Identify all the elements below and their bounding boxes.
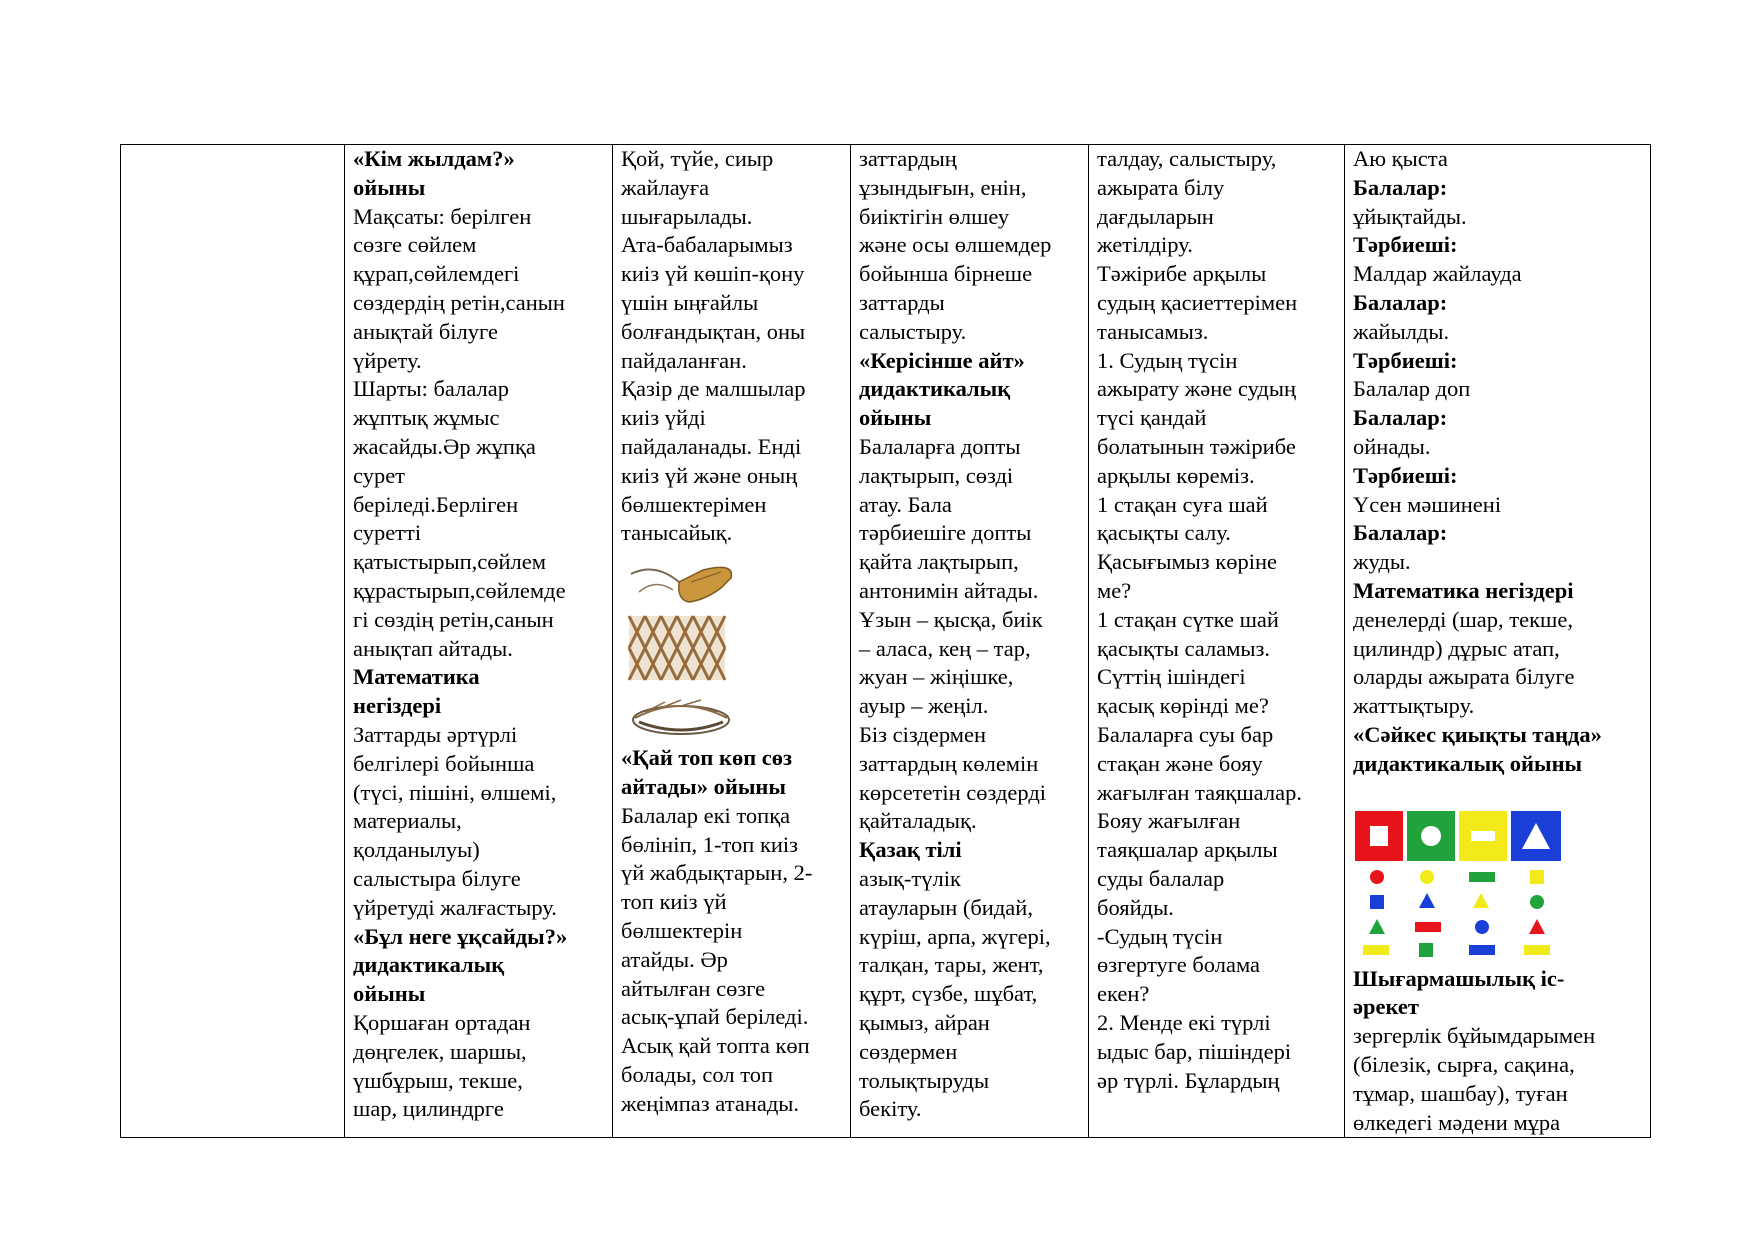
text-line: Балалар: <box>1353 174 1448 200</box>
text-line: сөзге сөйлем <box>353 232 477 258</box>
text-line: 1 стақан сүтке шай <box>1097 606 1279 632</box>
text-line: бойынша бірнеше <box>859 261 1033 287</box>
text-line: Сүттің ішіндегі <box>1097 664 1246 690</box>
text-line: Балалар: <box>1353 405 1448 431</box>
text-line: Балалар: <box>1353 520 1448 546</box>
text-line: ойыны <box>353 174 426 200</box>
text-line: лақтырып, сөзді <box>859 462 1014 488</box>
text-line: үйретуді жалғастыру. <box>353 894 557 920</box>
text-line: Балалар доп <box>1353 376 1471 402</box>
text-line: сөздердің ретін,санын <box>353 289 565 315</box>
text-line: тұмар, шашбау), туған <box>1353 1080 1568 1106</box>
text-line: пайдаланған. <box>621 347 747 373</box>
text-line: судың қасиеттерімен <box>1097 289 1298 315</box>
text-line: суретті <box>353 520 422 546</box>
text-line: «Кім жылдам?» <box>353 146 515 171</box>
text-line: болғандықтан, оны <box>621 318 806 344</box>
text-line: пайдаланады. Енді <box>621 433 802 459</box>
text-line: топ киіз үй <box>621 889 727 915</box>
text-line: 1 стақан суға шай <box>1097 491 1268 517</box>
text-line: құрап,сөйлемдегі <box>353 261 520 287</box>
text-line: толықтыруды <box>859 1067 990 1093</box>
text-line: атау. Бала <box>859 491 952 517</box>
text-line: жайлауға <box>621 174 710 200</box>
text-line: бекіту. <box>859 1096 922 1122</box>
text-line: ұзындығын, енін, <box>859 174 1027 200</box>
text-line: белгілері бойынша <box>353 750 535 776</box>
text-line: ыдыс бар, пішіндері <box>1097 1038 1292 1064</box>
text-line: Малдар жайлауда <box>1353 261 1522 287</box>
text-line: киіз үй көшіп-қону <box>621 261 805 287</box>
text-line: биіктігін өлшеу <box>859 203 1010 229</box>
text-line: негіздері <box>353 693 442 719</box>
text-line: Мақсаты: берілген <box>353 203 532 229</box>
text-line: жайылды. <box>1353 318 1450 344</box>
lesson-plan-table <box>120 144 1651 1138</box>
text-line: ұйықтайды. <box>1353 203 1467 229</box>
text-line: Қой, түйе, сиыр <box>621 146 774 171</box>
text-line: Балалар екі топқа <box>621 802 791 828</box>
text-line: заттарды <box>859 289 945 315</box>
text-line: танысайық. <box>621 520 733 546</box>
text-line: және осы өлшемдер <box>859 232 1052 258</box>
text-line: сурет <box>353 462 406 488</box>
text-line: салыстыра білуге <box>353 865 521 891</box>
text-line: дағдыларын <box>1097 203 1214 229</box>
text-line: «Керісінше айт» <box>859 347 1025 373</box>
text-line: «Қай топ көп сөз <box>621 745 793 771</box>
text-line: ме? <box>1097 577 1132 603</box>
text-line: жасайды.Әр жұпқа <box>353 433 536 459</box>
text-line: салыстыру. <box>859 318 967 344</box>
text-line: үшбұрыш, текше, <box>353 1067 523 1093</box>
text-line: таяқшалар арқылы <box>1097 837 1278 863</box>
text-line: тәрбиешіге допты <box>859 520 1032 546</box>
text-line: сөздермен <box>859 1038 958 1064</box>
text-line: жуды. <box>1353 549 1411 575</box>
text-line: екен? <box>1097 981 1150 1007</box>
text-line: құрт, сүзбе, шұбат, <box>859 981 1038 1007</box>
text-line: Ата-бабаларымыз <box>621 232 793 258</box>
text-line: ажырата білу <box>1097 174 1225 200</box>
text-line: стақан және бояу <box>1097 750 1263 776</box>
text-line: жетілдіру. <box>1097 232 1193 258</box>
text-line: қасықты саламыз. <box>1097 635 1271 661</box>
text-line: түсі қандай <box>1097 405 1207 431</box>
text-line: арқылы көреміз. <box>1097 462 1255 488</box>
text-line: жуан – жіңішке, <box>859 664 1014 690</box>
text-line: Үсен мәшинені <box>1353 491 1502 517</box>
col3-cell <box>613 145 851 1138</box>
text-line: киіз үйді <box>621 405 706 431</box>
text-line: – аласа, кең – тар, <box>859 635 1031 661</box>
text-line: «Сәйкес қиықты таңда» <box>1353 721 1602 747</box>
text-line: Балаларға суы бар <box>1097 721 1274 747</box>
col5-cell <box>1089 145 1345 1138</box>
shapes-matching-figure <box>1353 809 1563 959</box>
text-line: танысамыз. <box>1097 318 1209 344</box>
text-line: үй жабдықтарын, 2- <box>621 860 813 886</box>
text-line: үшін ыңғайлы <box>621 289 759 315</box>
col4-cell <box>851 145 1089 1138</box>
text-line: өлкедегі мәдени мұра <box>1353 1109 1561 1135</box>
text-line: жұптық жұмыс <box>353 405 500 431</box>
text-line: цилиндр) дұрыс атап, <box>1353 635 1560 661</box>
text-line: айтылған сөзге <box>621 975 766 1001</box>
yurt-parts-figure <box>625 552 745 738</box>
text-line: зергерлік бұйымдарымен <box>1353 1023 1596 1049</box>
text-line: Тәжірибе арқылы <box>1097 261 1267 287</box>
text-line: дидактикалық ойыны <box>1353 750 1583 776</box>
text-line: Математика негіздері <box>1353 577 1574 603</box>
text-line: үйрету. <box>353 347 422 373</box>
text-line: заттардың көлемін <box>859 750 1039 776</box>
text-line: заттардың <box>859 146 957 171</box>
text-line: қолданылуы) <box>353 837 480 863</box>
text-line: оларды ажырата білуге <box>1353 664 1575 690</box>
text-line: Заттарды әртүрлі <box>353 721 518 747</box>
yurt-frame-image <box>633 700 729 734</box>
text-line: күріш, арпа, жүгері, <box>859 923 1051 949</box>
text-line: бөлшектерін <box>621 917 743 943</box>
text-line: Тәрбиеші: <box>1353 232 1458 258</box>
text-line: ойнады. <box>1353 433 1431 459</box>
text-line: жағылған таяқшалар. <box>1097 779 1302 805</box>
text-line: киіз үй және оның <box>621 462 798 488</box>
text-line: ойыны <box>353 981 426 1007</box>
text-line: -Судың түсін <box>1097 923 1223 949</box>
text-line: 1. Судың түсін <box>1097 347 1238 373</box>
text-line: материалы, <box>353 808 462 834</box>
text-line: атауларын (бидай, <box>859 894 1033 920</box>
text-line: азық-түлік <box>859 865 961 891</box>
text-line: Аю қыста <box>1353 146 1448 171</box>
col1-cell <box>121 145 345 1138</box>
text-line: болатынын тәжірибе <box>1097 433 1296 459</box>
text-line: қатыстырып,сөйлем <box>353 549 546 575</box>
text-line: Тәрбиеші: <box>1353 462 1458 488</box>
text-line: Бояу жағылған <box>1097 808 1241 834</box>
text-line: көрсететін сөздерді <box>859 779 1047 805</box>
text-line: Қазір де малшылар <box>621 376 806 402</box>
text-line: өзгертуге болама <box>1097 952 1261 978</box>
text-line: дөңгелек, шаршы, <box>353 1038 527 1064</box>
text-line: Балаларға допты <box>859 433 1021 459</box>
text-line: айтады» ойыны <box>621 773 786 799</box>
text-line: «Бұл неге ұқсайды?» <box>353 923 568 949</box>
text-line: болады, сол топ <box>621 1061 774 1087</box>
text-line: 2. Менде екі түрлі <box>1097 1009 1271 1035</box>
text-line: денелерді (шар, текше, <box>1353 606 1573 632</box>
text-line: қасық көрінді ме? <box>1097 693 1269 719</box>
text-line: ажырату және судың <box>1097 376 1297 402</box>
col2-cell <box>345 145 613 1138</box>
text-line: бөлініп, 1-топ киіз <box>621 831 799 857</box>
text-line: Тәрбиеші: <box>1353 347 1458 373</box>
text-line: анықтай білуге <box>353 318 498 344</box>
text-line: Шығармашылық іс- <box>1353 965 1565 991</box>
text-line: Қазақ тілі <box>859 837 962 863</box>
text-line: Математика <box>353 664 480 690</box>
text-line: бояйды. <box>1097 894 1174 920</box>
text-line: Шарты: балалар <box>353 376 509 402</box>
text-line: асық-ұпай беріледі. <box>621 1004 809 1030</box>
text-line: Қасығымыз көріне <box>1097 549 1278 575</box>
text-line: дидактикалық <box>859 376 1011 402</box>
text-line: қайта лақтырып, <box>859 549 1019 575</box>
text-line: бөлшектерімен <box>621 491 767 517</box>
text-line: антонимін айтады. <box>859 577 1039 603</box>
text-line: әр түрлі. Бұлардың <box>1097 1067 1280 1093</box>
text-line: атайды. Әр <box>621 946 728 972</box>
text-line: дидактикалық <box>353 952 505 978</box>
text-line: суды балалар <box>1097 865 1225 891</box>
col6-cell <box>1345 145 1651 1138</box>
text-line: жаттықтыру. <box>1353 693 1475 719</box>
kerege-lattice-image <box>629 616 725 680</box>
text-line: жеңімпаз атанады. <box>621 1090 800 1116</box>
text-line: Ұзын – қысқа, биік <box>859 606 1043 632</box>
text-line: қайталадық. <box>859 808 977 834</box>
text-line: (түсі, пішіні, өлшемі, <box>353 779 557 805</box>
text-line: әрекет <box>1353 994 1419 1020</box>
text-line: Қоршаған ортадан <box>353 1009 531 1035</box>
text-line: ойыны <box>859 405 932 431</box>
text-line: Біз сіздермен <box>859 721 987 747</box>
text-line: қасықты салу. <box>1097 520 1231 546</box>
text-line: беріледі.Берлiген <box>353 491 519 517</box>
text-line: (білезік, сырға, сақина, <box>1353 1051 1575 1077</box>
text-line: қымыз, айран <box>859 1009 990 1035</box>
text-line: шар, цилиндрге <box>353 1096 504 1122</box>
text-line: құрастырып,сөйлемде <box>353 577 566 603</box>
text-line: Балалар: <box>1353 289 1448 315</box>
shanyrak-crown-image <box>631 567 731 602</box>
text-line: талқан, тары, жент, <box>859 952 1044 978</box>
text-line: ауыр – жеңіл. <box>859 693 989 719</box>
text-line: талдау, салыстыру, <box>1097 146 1277 171</box>
text-line: Асық қай топта көп <box>621 1033 810 1059</box>
text-line: анықтап айтады. <box>353 635 513 661</box>
text-line: гі сөздің ретін,санын <box>353 606 554 632</box>
text-line: шығарылады. <box>621 203 753 229</box>
